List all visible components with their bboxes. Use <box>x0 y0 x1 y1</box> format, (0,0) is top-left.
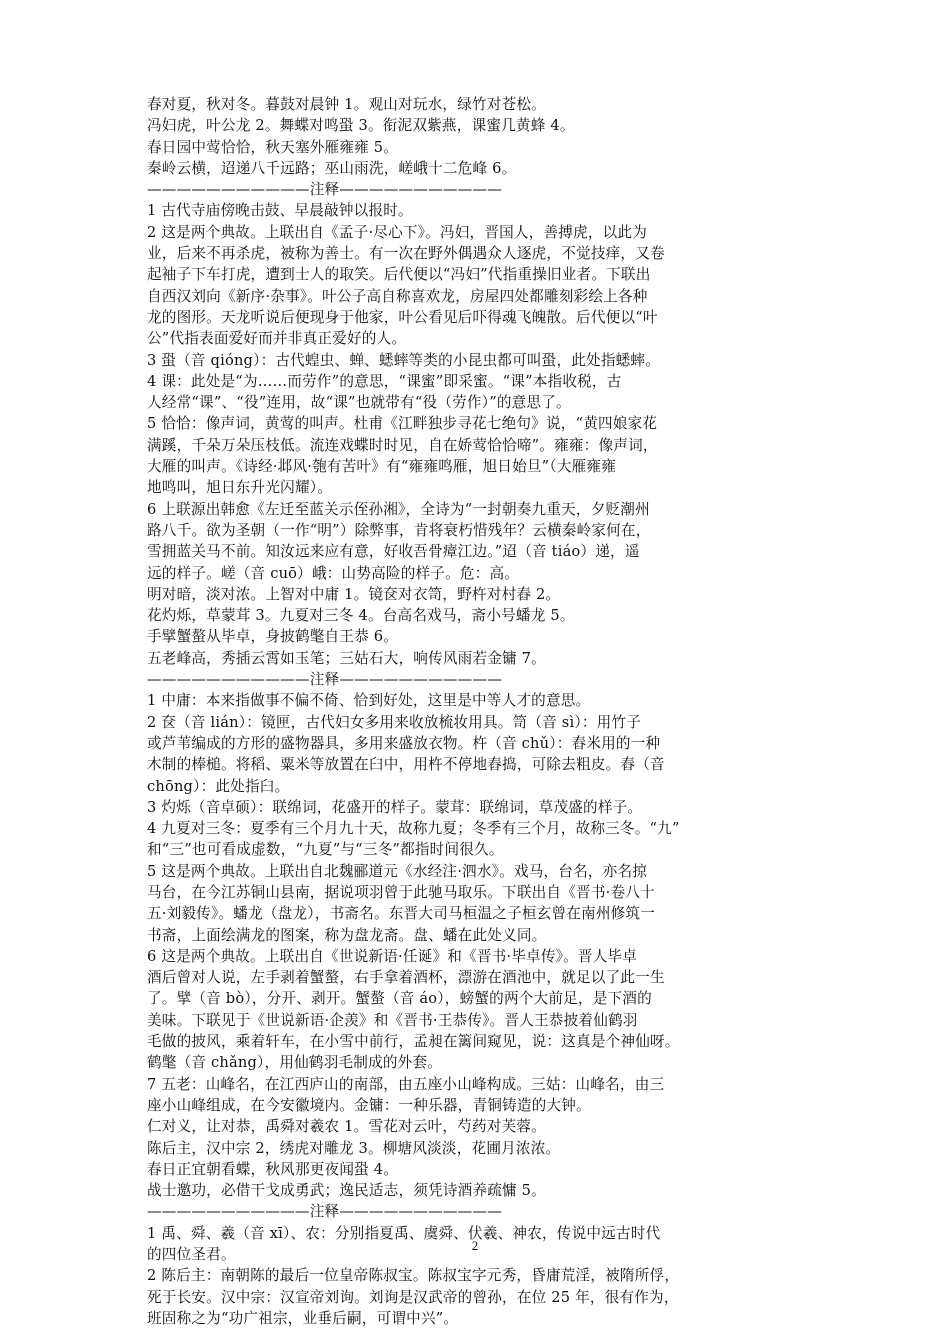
text-line: 明对暗，淡对浓。上智对中庸 1。镜奁对衣笥，野杵对村舂 2。 <box>147 585 561 603</box>
text-line: ———————————注释——————————— <box>147 181 503 199</box>
text-line: 五老峰高，秀插云霄如玉笔；三姑石大，响传风雨若金镛 7。 <box>147 649 546 667</box>
page-number: 2 <box>471 1238 479 1253</box>
text-line: 书斋，上面绘满龙的图案，称为盘龙斋。盘、蟠在此处义同。 <box>147 926 547 944</box>
text-line: 6 上联源出韩愈《左迁至蓝关示侄孙湘》，全诗为“一封朝奏九重天，夕贬潮州 <box>147 500 650 518</box>
text-line: 和“三”也可看成虚数，“九夏”与“三冬”都指时间很久。 <box>147 841 504 859</box>
text-line: 4 课：此处是“为……而劳作”的意思，“课蜜”即采蜜。“课”本指收税，古 <box>147 372 622 390</box>
text-line: 2 这是两个典故。上联出自《孟子·尽心下》。冯妇，晋国人，善搏虎，以此为 <box>147 223 648 241</box>
text-line: 座小山峰组成，在今安徽境内。金镛：一种乐器，青铜铸造的大钟。 <box>147 1096 591 1114</box>
text-line: 战士邀功，必借干戈成勇武；逸民适志，须凭诗酒养疏慵 5。 <box>147 1182 546 1200</box>
text-line: 远的样子。嵯（音 cuō）峨：山势高险的样子。危：高。 <box>147 564 520 582</box>
text-line: 的四位圣君。 <box>147 1246 236 1264</box>
text-line: 毛做的披风，乘着轩车，在小雪中前行，孟昶在篱间窥见，说：这真是个神仙呀。 <box>147 1033 680 1051</box>
text-line: 春日园中莺恰恰，秋天塞外雁雍雍 5。 <box>147 138 399 156</box>
text-line: 冯妇虎，叶公龙 2。舞蝶对鸣蛩 3。衔泥双紫燕，课蜜几黄蜂 4。 <box>147 117 575 135</box>
text-line: 2 奁（音 lián）：镜匣，古代妇女多用来收放梳妆用具。笥（音 sì）：用竹子 <box>147 713 642 731</box>
text-line: 4 九夏对三冬：夏季有三个月九十天，故称九夏；冬季有三个月，故称三冬。“九” <box>147 820 680 838</box>
text-line: 人经常“课”、“役”连用，故“课”也就带有“役（劳作）”的意思了。 <box>147 394 571 412</box>
text-line: 木制的棒槌。将稻、粟米等放置在臼中，用杵不停地舂捣，可除去粗皮。舂（音 <box>147 756 665 774</box>
text-line: 马台，在今江苏铜山县南，据说项羽曾于此驰马取乐。下联出自《晋书·卷八十 <box>147 883 655 901</box>
text-line: 7 五老：山峰名，在江西庐山的南部，由五座小山峰构成。三姑：山峰名，由三 <box>147 1075 665 1093</box>
text-line: 大雁的叫声。《诗经·邶风·匏有苦叶》有“雍雍鸣雁，旭日始旦”（大雁雍雍 <box>147 458 617 476</box>
text-line: 3 蛩（音 qióng）：古代蝗虫、蝉、蟋蟀等类的小昆虫都可叫蛩，此处指蟋蟀。 <box>147 351 661 369</box>
text-line: 地鸣叫，旭日东升光闪耀）。 <box>147 479 333 497</box>
text-line: 自西汉刘向《新序·杂事》。叶公子高自称喜欢龙，房屋四处都雕刻彩绘上各种 <box>147 287 648 305</box>
text-line: 业，后来不再杀虎，被称为善士。有一次在野外偶遇众人逐虎，不觉技痒，又卷 <box>147 245 665 263</box>
text-line: 陈后主，汉中宗 2，绣虎对雕龙 3。柳塘风淡淡，花圃月浓浓。 <box>147 1139 561 1157</box>
text-line: 起袖子下车打虎，遭到士人的取笑。后代便以“冯妇”代指重操旧业者。下联出 <box>147 266 651 284</box>
text-line: 路八千。欲为圣朝（一作“明”）除弊事，肯将衰朽惜残年？云横秦岭家何在， <box>147 521 651 539</box>
document-body <box>147 94 813 1329</box>
text-line: 6 这是两个典故。上联出自《世说新语·任诞》和《晋书·毕卓传》。晋人毕卓 <box>147 947 638 965</box>
text-line: chōng）：此处指臼。 <box>147 777 290 795</box>
text-line: 满蹊，千朵万朵压枝低。流连戏蝶时时见，自在娇莺恰恰啼”。雍雍：像声词， <box>147 436 658 454</box>
text-line: 春日正宜朝看蝶，秋风那更夜闻蛩 4。 <box>147 1160 399 1178</box>
text-line: 手擘蟹螯从毕卓，身披鹤氅自王恭 6。 <box>147 628 399 646</box>
text-line: 秦岭云横，迢递八千远路；巫山雨洗，嵯峨十二危峰 6。 <box>147 159 517 177</box>
text-line: ———————————注释——————————— <box>147 1203 503 1221</box>
text-line: 1 禹、舜、羲（音 xī）、农：分别指夏禹、虞舜、伏羲、神农，传说中远古时代 <box>147 1224 661 1242</box>
text-line: 雪拥蓝关马不前。知汝远来应有意，好收吾骨瘴江边。”迢（音 tiáo）递，遥 <box>147 543 640 561</box>
text-line: 五·刘毅传》。蟠龙（盘龙），书斋名。东晋大司马桓温之子桓玄曾在南州修筑一 <box>147 905 656 923</box>
text-line: 5 这是两个典故。上联出自北魏郦道元《水经注·泗水》。戏马，台名，亦名掠 <box>147 862 648 880</box>
text-line: 龙的图形。天龙听说后便现身于他家，叶公看见后吓得魂飞魄散。后代便以“叶 <box>147 308 658 326</box>
text-line: ———————————注释——————————— <box>147 671 503 689</box>
text-line: 酒后曾对人说，左手剥着蟹螯，右手拿着酒杯，漂游在酒池中，就足以了此一生 <box>147 969 665 987</box>
text-line: 5 恰恰：像声词，黄莺的叫声。杜甫《江畔独步寻花七绝句》说，“黄四娘家花 <box>147 415 658 433</box>
text-line: 或芦苇编成的方形的盛物器具，多用来盛放衣物。杵（音 chǔ）：舂米用的一种 <box>147 734 661 752</box>
text-line: 2 陈后主：南朝陈的最后一位皇帝陈叔宝。陈叔宝字元秀，昏庸荒淫，被隋所俘， <box>147 1267 680 1285</box>
text-line: 美味。下联见于《世说新语·企羡》和《晋书·王恭传》。晋人王恭披着仙鹤羽 <box>147 1011 638 1029</box>
text-line: 仁对义，让对恭，禹舜对羲农 1。雪花对云叶，芍药对芙蓉。 <box>147 1118 546 1136</box>
text-line: 鹤氅（音 chǎng），用仙鹤羽毛制成的外套。 <box>147 1054 443 1072</box>
text-line: 了。擘（音 bò），分开、剥开。蟹螯（音 áo），螃蟹的两个大前足，是下酒的 <box>147 990 652 1008</box>
text-line: 1 古代寺庙傍晚击鼓、早晨敲钟以报时。 <box>147 202 413 220</box>
text-line: 春对夏，秋对冬。暮鼓对晨钟 1。观山对玩水，绿竹对苍松。 <box>147 96 546 113</box>
text-line: 公”代指表面爱好而并非真正爱好的人。 <box>147 330 407 348</box>
text-line: 1 中庸：本来指做事不偏不倚、恰到好处，这里是中等人才的意思。 <box>147 692 591 710</box>
text-line: 死于长安。汉中宗：汉宣帝刘询。刘询是汉武帝的曾孙，在位 25 年，很有作为， <box>147 1288 679 1306</box>
text-line: 3 灼烁（音卓硕）：联绵词，花盛开的样子。蒙茸：联绵词，草茂盛的样子。 <box>147 798 643 816</box>
text-line: 花灼烁，草蒙茸 3。九夏对三冬 4。台高名戏马，斋小号蟠龙 5。 <box>147 607 575 625</box>
text-line: 班固称之为“功广祖宗，业垂后嗣，可谓中兴”。 <box>147 1309 459 1327</box>
